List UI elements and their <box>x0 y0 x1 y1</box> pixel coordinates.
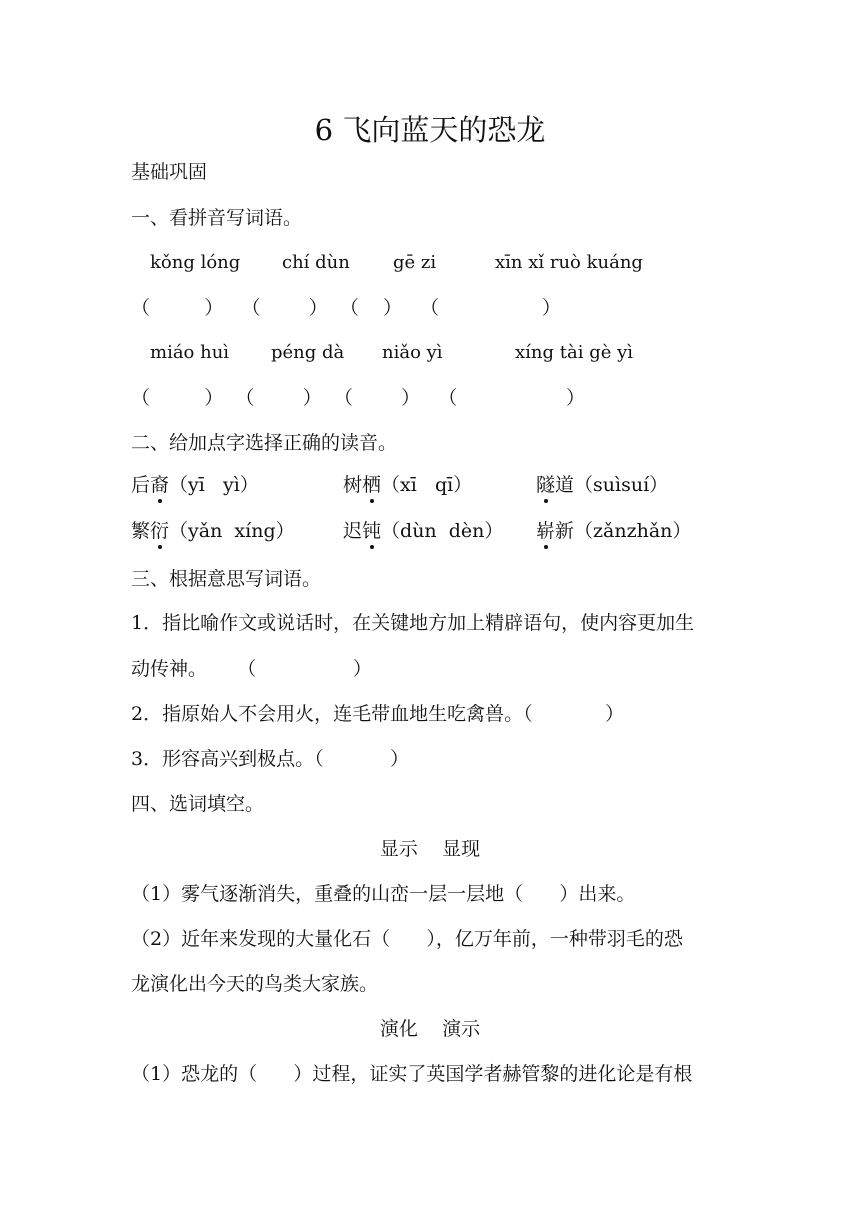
question-4-group-2-item-1[interactable]: （1）恐龙的（ ）过程，证实了英国学者赫管黎的进化论是有根 <box>131 1063 693 1085</box>
question-4-heading: 四、选词填空。 <box>131 793 265 815</box>
question-1-heading: 一、看拼音写词语。 <box>131 207 303 229</box>
question-4-group-1-item-2-line-1[interactable]: （2）近年来发现的大量化石（ ），亿万年前，一种带羽毛的恐 <box>131 928 683 950</box>
word-choices-1: 显示 显现 <box>379 838 481 860</box>
reading-choice-3[interactable]: 隧道（suìsuí） <box>536 474 669 496</box>
page-title: 6 飞向蓝天的恐龙 <box>314 113 546 147</box>
reading-choice-6[interactable]: 崭新（zǎnzhǎn） <box>536 520 692 542</box>
question-3-item-3[interactable]: 3．形容高兴到极点。（ ） <box>131 748 410 770</box>
pinyin-8: xíng tài gè yì <box>515 342 634 363</box>
question-4-group-1-item-1[interactable]: （1）雾气逐渐消失，重叠的山峦一层一层地（ ）出来。 <box>131 883 636 905</box>
reading-choice-1[interactable]: 后裔（yī yì） <box>131 474 259 496</box>
pinyin-6: péng dà <box>271 342 345 363</box>
pinyin-2: chí dùn <box>282 252 350 273</box>
pinyin-3: gē zi <box>393 252 437 273</box>
reading-choice-4[interactable]: 繁衍（yǎn xíng） <box>131 520 295 542</box>
reading-choice-5[interactable]: 迟钝（dùn dèn） <box>343 520 504 542</box>
question-3-item-2[interactable]: 2．指原始人不会用火，连毛带血地生吃禽兽。（ ） <box>131 703 625 725</box>
question-3-item-1-line-2[interactable]: 动传神。 （ ） <box>131 658 372 680</box>
pinyin-1: kǒng lóng <box>150 252 241 273</box>
pinyin-7: niǎo yì <box>382 342 443 363</box>
word-choices-2: 演化 演示 <box>379 1018 481 1040</box>
pinyin-5: miáo huì <box>150 342 230 363</box>
question-4-group-1-item-2-line-2: 龙演化出今天的鸟类大家族。 <box>131 973 379 995</box>
question-3-heading: 三、根据意思写词语。 <box>131 568 322 590</box>
answer-blanks-row-1[interactable]: （ ） （ ） （ ） （ ） <box>131 297 561 319</box>
answer-blanks-row-2[interactable]: （ ） （ ） （ ） （ ） <box>131 387 585 409</box>
question-2-heading: 二、给加点字选择正确的读音。 <box>131 432 398 454</box>
pinyin-4: xīn xǐ ruò kuáng <box>495 252 643 273</box>
reading-choice-2[interactable]: 树栖（xī qī） <box>343 474 473 496</box>
question-3-item-1-line-1: 1．指比喻作文或说话时，在关键地方加上精辟语句，使内容更加生 <box>131 612 695 634</box>
section-label: 基础巩固 <box>131 161 208 183</box>
